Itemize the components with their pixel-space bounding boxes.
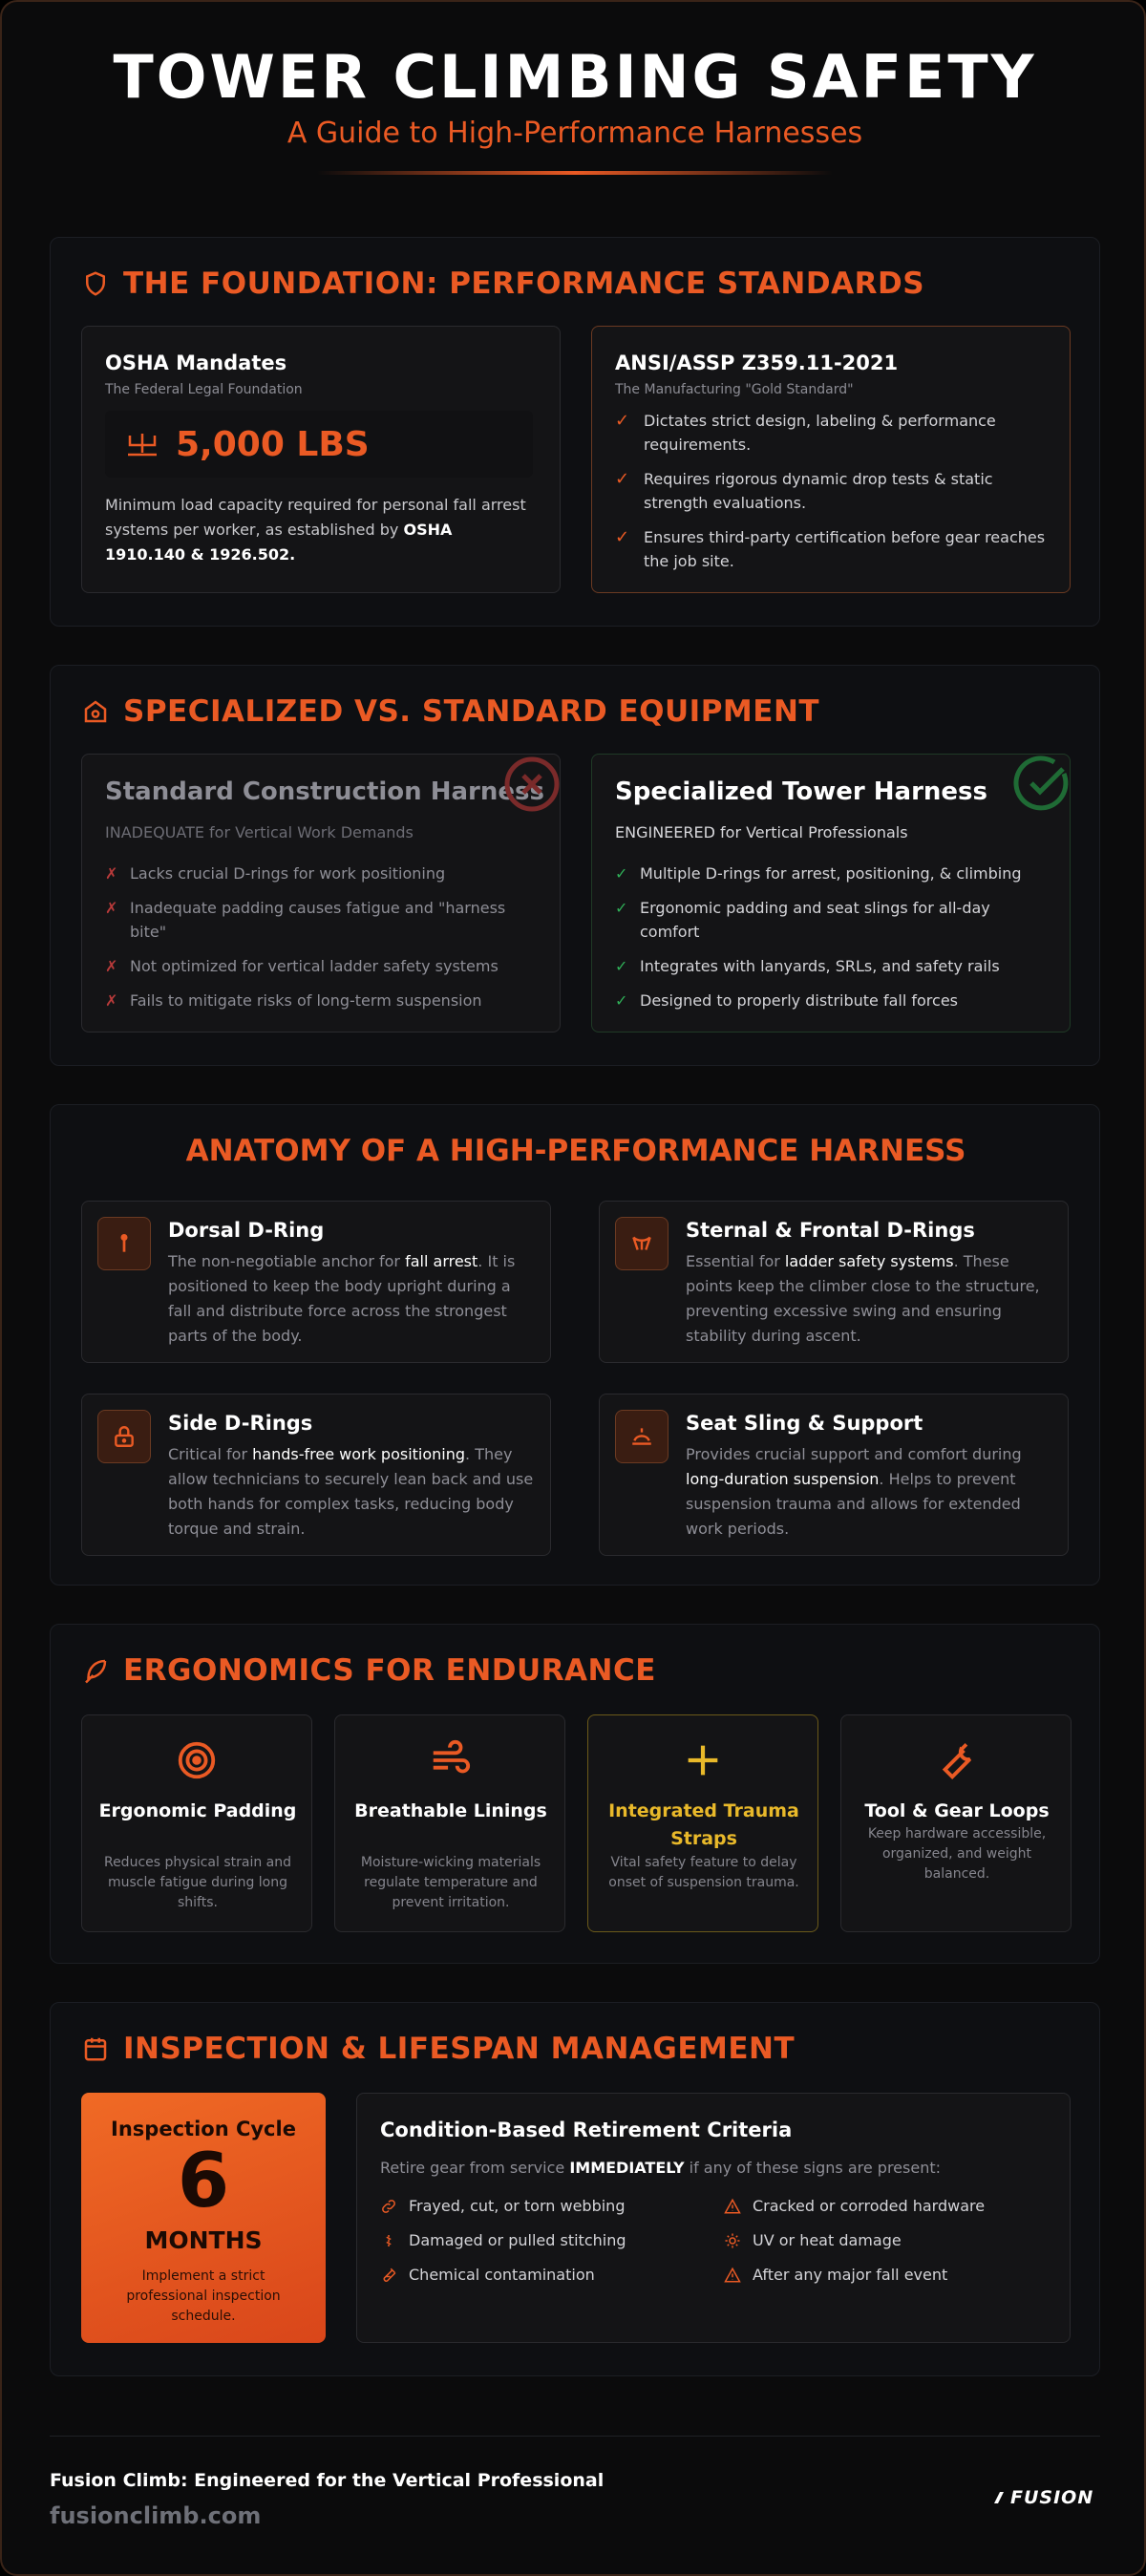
check-circle-icon — [1012, 755, 1072, 818]
anatomy-item-title: Side D-Rings — [168, 1412, 313, 1435]
criteria-text: UV or heat damage — [753, 2231, 902, 2249]
anatomy-card-side — [81, 1394, 551, 1556]
standard-tag: INADEQUATE for Vertical Work Demands — [105, 823, 414, 841]
ergo-card-linings — [334, 1714, 565, 1932]
ergonomics-title: ERGONOMICS FOR ENDURANCE — [123, 1653, 656, 1688]
plus-icon — [681, 1738, 725, 1782]
criteria-item — [380, 2197, 625, 2215]
cross-icon: ✗ — [105, 991, 118, 1010]
foundation-title: THE FOUNDATION: PERFORMANCE STANDARDS — [123, 266, 925, 301]
target-icon — [175, 1738, 219, 1782]
list-item — [615, 525, 1054, 573]
list-item — [615, 896, 1035, 944]
check-icon: ✓ — [615, 957, 628, 975]
cycle-unit: MONTHS — [144, 2226, 263, 2254]
list-item — [615, 467, 1054, 515]
ergo-title: Tool & Gear Loops — [864, 1800, 1050, 1821]
footer-url[interactable]: fusionclimb.com — [50, 2502, 262, 2529]
ergo-title: Integrated Trauma Straps — [608, 1800, 799, 1849]
desc-text: . They allow technicians to securely lean back and use both hands for complex tasks, reducing body torque and strain. — [168, 1445, 534, 1538]
list-item-text: Dictates strict design, labeling & performance requirements. — [644, 412, 996, 454]
ansi-caption: The Manufacturing "Gold Standard" — [615, 382, 854, 397]
list-item — [105, 989, 525, 1012]
list-item-text: Not optimized for vertical ladder safety systems — [130, 957, 499, 975]
specialized-title: SPECIALIZED VS. STANDARD EQUIPMENT — [123, 694, 820, 729]
desc-text: . Helps to prevent suspension trauma and allows for extended work periods. — [686, 1470, 1021, 1538]
check-icon: ✓ — [615, 899, 628, 917]
cycle-label: Inspection Cycle — [111, 2118, 296, 2140]
page-title: TOWER CLIMBING SAFETY — [113, 42, 1037, 112]
d-ring-icon — [97, 1217, 151, 1270]
logo-text: FUSION — [1010, 2487, 1094, 2508]
check-icon: ✓ — [615, 411, 630, 431]
osha-desc-text: Minimum load capacity required for personal fall arrest systems per worker, as established by — [105, 496, 526, 539]
anatomy-card-sternal — [599, 1201, 1069, 1363]
osha-card — [81, 326, 561, 593]
intro-text: Retire gear from service — [380, 2159, 570, 2177]
list-item-text: Ensures third-party certification before gear reaches the job site. — [644, 528, 1046, 570]
anatomy-section — [50, 1104, 1100, 1586]
ansi-card — [591, 326, 1071, 593]
desc-text: The non-negotiable anchor for — [168, 1252, 406, 1270]
ergo-card-tool-loops — [840, 1714, 1072, 1932]
standard-list — [105, 862, 525, 1023]
criteria-text: Chemical contamination — [409, 2266, 595, 2284]
ansi-list — [615, 409, 1054, 584]
retirement-intro — [380, 2159, 941, 2177]
osha-title: OSHA Mandates — [105, 351, 287, 374]
criteria-item — [380, 2231, 626, 2249]
seat-sling-icon — [615, 1410, 668, 1463]
anatomy-item-desc — [168, 1249, 535, 1349]
list-item-text: Integrates with lanyards, SRLs, and safety rails — [640, 957, 1000, 975]
ergo-card-trauma-straps — [587, 1714, 818, 1932]
shield-icon — [81, 269, 110, 298]
anatomy-item-desc — [686, 1249, 1052, 1349]
anatomy-card-seat — [599, 1394, 1069, 1556]
retirement-title: Condition-Based Retirement Criteria — [380, 2118, 793, 2141]
list-item — [615, 989, 1035, 1012]
ergo-card-padding — [81, 1714, 312, 1932]
criteria-item — [724, 2197, 985, 2215]
list-item-text: Multiple D-rings for arrest, positioning, & climbing — [640, 864, 1022, 883]
check-icon: ✓ — [615, 864, 628, 883]
fusion-logo-mark-icon — [991, 2490, 1007, 2505]
inspection-title: INSPECTION & LIFESPAN MANAGEMENT — [123, 2032, 796, 2066]
anatomy-item-title: Dorsal D-Ring — [168, 1219, 325, 1242]
stitch-icon — [380, 2232, 397, 2249]
desc-highlight: long-duration suspension — [686, 1470, 880, 1488]
feather-icon — [81, 1656, 110, 1685]
tower-harness-card — [591, 754, 1071, 1033]
house-icon — [81, 697, 110, 726]
tower-tag: ENGINEERED for Vertical Professionals — [615, 823, 908, 841]
list-item-text: Requires rigorous dynamic drop tests & static strength evaluations. — [644, 470, 993, 512]
ergonomics-heading — [81, 1653, 656, 1688]
criteria-text: Cracked or corroded hardware — [753, 2197, 986, 2215]
criteria-text: Damaged or pulled stitching — [409, 2231, 626, 2249]
load-capacity-value: 5,000 LBS — [176, 424, 370, 464]
desc-text: . It is positioned to keep the body upright during a fall and distribute force across the strongest parts of the body. — [168, 1252, 516, 1345]
anatomy-title: ANATOMY OF A HIGH-PERFORMANCE HARNESS — [185, 1134, 966, 1168]
osha-description — [105, 493, 535, 567]
link-icon — [380, 2198, 397, 2215]
lock-icon — [97, 1410, 151, 1463]
ergo-desc: Vital safety feature to delay onset of suspension trauma. — [608, 1855, 799, 1890]
ergonomics-section — [50, 1624, 1100, 1964]
cycle-desc: Implement a strict professional inspection schedule. — [126, 2268, 281, 2324]
footer-divider — [50, 2436, 1100, 2437]
list-item-text: Fails to mitigate risks of long-term suspension — [130, 991, 482, 1010]
x-circle-icon — [502, 755, 562, 818]
cross-icon: ✗ — [105, 864, 118, 883]
wrench-icon — [934, 1738, 978, 1782]
standard-harness-card — [81, 754, 561, 1033]
list-item — [615, 954, 1035, 978]
specialized-section — [50, 665, 1100, 1066]
desc-text: . These points keep the climber close to the structure, preventing excessive swing and ensuring stability during ascent. — [686, 1252, 1040, 1345]
footer-tagline: Fusion Climb: Engineered for the Vertical Professional — [50, 2470, 605, 2491]
check-icon: ✓ — [615, 469, 630, 489]
foundation-section — [50, 237, 1100, 627]
warning-icon — [724, 2198, 741, 2215]
criteria-text: Frayed, cut, or torn webbing — [409, 2197, 626, 2215]
load-capacity-box — [105, 411, 533, 478]
list-item-text: Lacks crucial D-rings for work positioning — [130, 864, 446, 883]
ergo-title: Ergonomic Padding — [98, 1800, 297, 1821]
criteria-item — [380, 2266, 595, 2284]
weight-icon — [124, 430, 160, 458]
criteria-item — [724, 2266, 947, 2284]
alert-triangle-icon — [724, 2267, 741, 2284]
list-item-text: Ergonomic padding and seat slings for all-day comfort — [640, 899, 990, 941]
check-icon: ✓ — [615, 527, 630, 547]
specialized-heading — [81, 694, 819, 729]
anatomy-item-desc — [168, 1442, 535, 1542]
retirement-card — [356, 2093, 1071, 2343]
list-item — [105, 954, 525, 978]
intro-bold: IMMEDIATELY — [569, 2159, 685, 2177]
check-icon: ✓ — [615, 991, 628, 1010]
list-item — [105, 862, 525, 885]
anatomy-item-title: Seat Sling & Support — [686, 1412, 923, 1435]
anatomy-item-desc — [686, 1442, 1052, 1542]
ergo-title: Breathable Linings — [354, 1800, 547, 1821]
intro-text: if any of these signs are present: — [684, 2159, 941, 2177]
criteria-text: After any major fall event — [753, 2266, 948, 2284]
ergo-desc: Moisture-wicking materials regulate temperature and prevent irritation. — [360, 1855, 541, 1910]
sun-icon — [724, 2232, 741, 2249]
cross-icon: ✗ — [105, 957, 118, 975]
desc-text: Essential for — [686, 1252, 785, 1270]
wind-icon — [428, 1738, 472, 1782]
tower-list — [615, 862, 1035, 1023]
sternal-ring-icon — [615, 1217, 668, 1270]
inspection-cycle-card — [81, 2093, 326, 2343]
desc-highlight: ladder safety systems — [784, 1252, 954, 1270]
inspection-heading — [81, 2032, 795, 2066]
ergo-desc: Reduces physical strain and muscle fatigue during long shifts. — [103, 1855, 292, 1910]
ergo-desc: Keep hardware accessible, organized, and weight balanced. — [867, 1826, 1047, 1882]
list-item — [615, 862, 1035, 885]
anatomy-card-dorsal — [81, 1201, 551, 1363]
header-divider — [317, 171, 833, 175]
list-item-text: Designed to properly distribute fall forces — [640, 991, 958, 1010]
criteria-item — [724, 2231, 902, 2249]
list-item — [105, 896, 525, 944]
ansi-title: ANSI/ASSP Z359.11-2021 — [615, 351, 899, 374]
cross-icon: ✗ — [105, 899, 118, 917]
list-item — [615, 409, 1054, 457]
foundation-heading — [81, 266, 924, 301]
desc-highlight: hands-free work positioning — [252, 1445, 466, 1463]
tower-title: Specialized Tower Harness — [615, 777, 987, 806]
desc-highlight: fall arrest — [405, 1252, 478, 1270]
cycle-number: 6 — [177, 2139, 230, 2225]
osha-desc-bold: OSHA 1910.140 & 1926.502. — [105, 521, 453, 564]
standard-title: Standard Construction Harness — [105, 777, 544, 806]
header — [2, 40, 1146, 175]
osha-caption: The Federal Legal Foundation — [105, 382, 303, 397]
desc-text: Provides crucial support and comfort during — [686, 1445, 1022, 1463]
calendar-icon — [81, 2034, 110, 2063]
fusion-logo — [991, 2487, 1093, 2508]
page-subtitle: A Guide to High-Performance Harnesses — [286, 117, 863, 150]
test-tube-icon — [380, 2267, 397, 2284]
list-item-text: Inadequate padding causes fatigue and "harness bite" — [130, 899, 506, 941]
inspection-section — [50, 2002, 1100, 2376]
anatomy-item-title: Sternal & Frontal D-Rings — [686, 1219, 975, 1242]
desc-text: Critical for — [168, 1445, 253, 1463]
